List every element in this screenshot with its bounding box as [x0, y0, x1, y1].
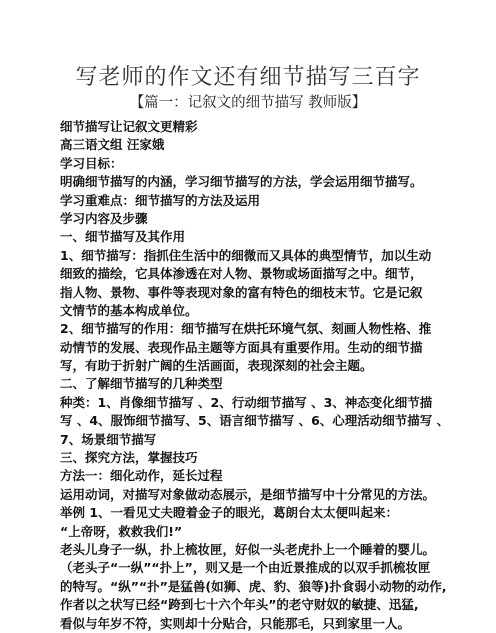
- text-line: 学习重难点：细节描写的方法及运用: [60, 192, 261, 208]
- text-line: 老头儿身子一纵，扑上梳妆匣，好似一头老虎扑上一个睡着的婴儿。: [60, 541, 436, 557]
- text-line: 的特写。“纵”“扑”是猛兽(如狮、虎、豹、狼等)扑食弱小动物的动作,: [60, 578, 447, 594]
- text-line: 学习内容及步骤: [60, 210, 148, 226]
- text-line: 文情节的基本构成单位。: [60, 302, 198, 318]
- text-line: 1、细节描写：指抓住生活中的细微而又具体的典型情节，加以生动: [60, 247, 432, 263]
- text-line: 二、了解细节描写的几种类型: [60, 376, 223, 392]
- text-line: 7、场景细节描写: [60, 431, 157, 447]
- text-line: 写，有助于折射广阔的生活画面，表现深刻的社会主题。: [60, 358, 373, 374]
- text-line: 一、细节描写及其作用: [60, 229, 186, 245]
- text-line: 高三语文组 汪家娥: [60, 137, 165, 153]
- text-line: 细节描写让记叙文更精彩: [60, 119, 198, 134]
- text-line: 学习目标：: [60, 155, 123, 171]
- text-line: 三、探究方法，掌握技巧: [60, 450, 198, 466]
- text-line: 动情节的发展、表现作品主题等方面具有重要作用。生动的细节描: [60, 339, 423, 355]
- text-line: 看似与年岁不符，实则却十分贴合，只能那毛，只到家里一人。: [60, 615, 411, 631]
- page-title: 写老师的作文还有细节描写三百字: [75, 65, 421, 90]
- text-line: 作者以之状写已经“跨到七十六个年头”的老守财奴的敏捷、迅猛,: [60, 597, 419, 613]
- text-line: 细致的描绘，它具体渗透在对人物、景物或场面描写之中。细节，: [60, 266, 423, 282]
- text-line: 明确细节描写的内涵，学习细节描写的方法，学会运用细节描写。: [60, 174, 423, 190]
- text-line: 方法一：细化动作，延长过程: [60, 468, 223, 484]
- text-line: 2、细节描写的作用：细节描写在烘托环境气氛、刻画人物性格、推: [60, 321, 432, 337]
- text-line: 指人物、景物、事件等表现对象的富有特色的细枝末节。它是记叙: [60, 284, 423, 300]
- text-line: （老头子“一纵”“扑上”，则又是一个由近景推成的以双手抓梳妆匣: [60, 560, 431, 576]
- text-line: “上帝呀，救救我们!”: [60, 523, 183, 539]
- text-line: 种类：1、肖像细节描写 、2、行动细节描写 、3、神态变化细节描: [60, 394, 433, 410]
- document-body: [60, 118, 480, 633]
- section-heading: 【篇一：记叙文的细节描写 教师版】: [129, 95, 367, 111]
- text-line: 运用动词，对描写对象做动态展示，是细节描写中十分常见的方法。: [60, 486, 436, 502]
- text-line: 举例 1、一看见丈夫瞪着金子的眼光，葛朗台太太便叫起来：: [60, 505, 399, 521]
- text-line: 写 、4、服饰细节描写、5、语言细节描写 、6、心理活动细节描写 、: [60, 413, 450, 429]
